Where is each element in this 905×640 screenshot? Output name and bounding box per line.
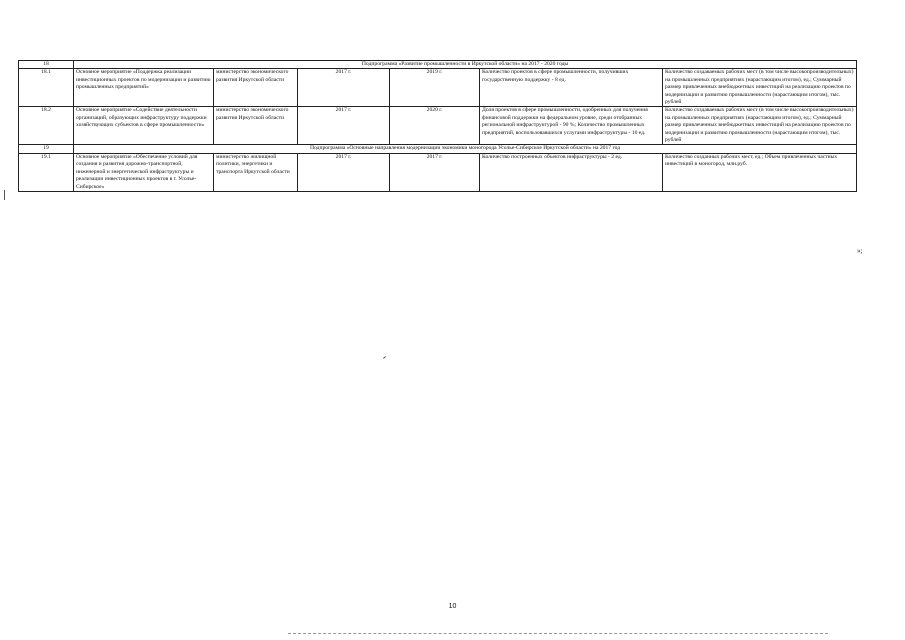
page-number: 10 <box>448 603 457 610</box>
row-number: 18.2 <box>19 107 74 145</box>
executor-cell: министерство экономического развития Иркутской области <box>214 107 298 145</box>
end-year-cell: 2020 г. <box>390 107 480 145</box>
table-body <box>19 61 857 192</box>
closing-quote-mark: »; <box>857 247 863 255</box>
end-year-cell: 2017 г. <box>390 153 480 191</box>
table-row <box>19 153 857 191</box>
table-row <box>19 69 857 107</box>
executor-cell: министерство жилищной политики, энергетики и транспорта Иркутской области <box>214 153 298 191</box>
start-year-cell: 2017 г. <box>298 153 390 191</box>
subprogram-title: Подпрограмма «Основные направления модернизации экономики моногорода Усолье-Сибирское Иркутской области» на 2017 год <box>74 145 857 153</box>
scan-speck <box>383 356 386 359</box>
start-year-cell: 2017 г. <box>298 69 390 107</box>
indicators-cell: Количество создаваемых рабочих мест (в том числе высокопроизводительных) на промышленных предприятиях (нарастающим итогом), ед.; Суммарный размер привлеченных внебюджетных инвестиций на реализацию проектов по модернизации и развитию промышленности (нарастающим итогом), тыс. рублей <box>663 107 857 145</box>
subprogram-header-row <box>19 61 857 69</box>
activity-cell: Основное мероприятие «Обеспечение условий для создания и развития дорожно-транспортной, инженерной и энергетической инфраструктуры и реализации инвестиционных проектов в г. Усолье-Сибирское» <box>74 153 214 191</box>
scan-footer-noise <box>288 633 828 635</box>
subprogram-title: Подпрограмма «Развитие промышленности в Иркутской области» на 2017 - 2020 годы <box>74 61 857 69</box>
row-number: 19 <box>19 145 74 153</box>
margin-tick <box>4 190 5 200</box>
table-row <box>19 107 857 145</box>
end-year-cell: 2019 г. <box>390 69 480 107</box>
row-number: 18 <box>19 61 74 69</box>
row-number: 18.1 <box>19 69 74 107</box>
executor-cell: министерство экономического развития Иркутской области <box>214 69 298 107</box>
activity-cell: Основное мероприятие «Содействие деятельности организаций, образующих инфраструктуру поддержки хозяйствующих субъектов в сфере промышленности» <box>74 107 214 145</box>
start-year-cell: 2017 г. <box>298 107 390 145</box>
row-number: 19.1 <box>19 153 74 191</box>
indicators-cell: Количество создаваемых рабочих мест (в том числе высокопроизводительных) на промышленных предприятиях (нарастающим итогом), ед.; Суммарный размер привлеченных внебюджетных инвестиций на реализацию проектов по модернизации и развитию промышленности (нарастающим итогом), тыс. рублей <box>663 69 857 107</box>
direct-result-cell: Количество построенных объектов инфраструктуры - 2 ед. <box>480 153 663 191</box>
activity-cell: Основное мероприятие «Поддержка реализации инвестиционных проектов по модернизации и развитию промышленных предприятий» <box>74 69 214 107</box>
direct-result-cell: Количество проектов в сфере промышленности, получивших государственную поддержку - 8 ед. <box>480 69 663 107</box>
direct-result-cell: Доля проектов в сфере промышленности, одобренных для получения финансовой поддержки на федеральном уровне, среди отобранных региональной инфраструктурой - 90 %; Количество промышленных предприятий, воспользовавшихся услугами инфраструктуры - 10 ед. <box>480 107 663 145</box>
indicators-cell: Количество созданных рабочих мест, ед.; Объем привлеченных частных инвестиций в моногород, млн.руб. <box>663 153 857 191</box>
measures-table <box>18 60 857 192</box>
subprogram-header-row <box>19 145 857 153</box>
